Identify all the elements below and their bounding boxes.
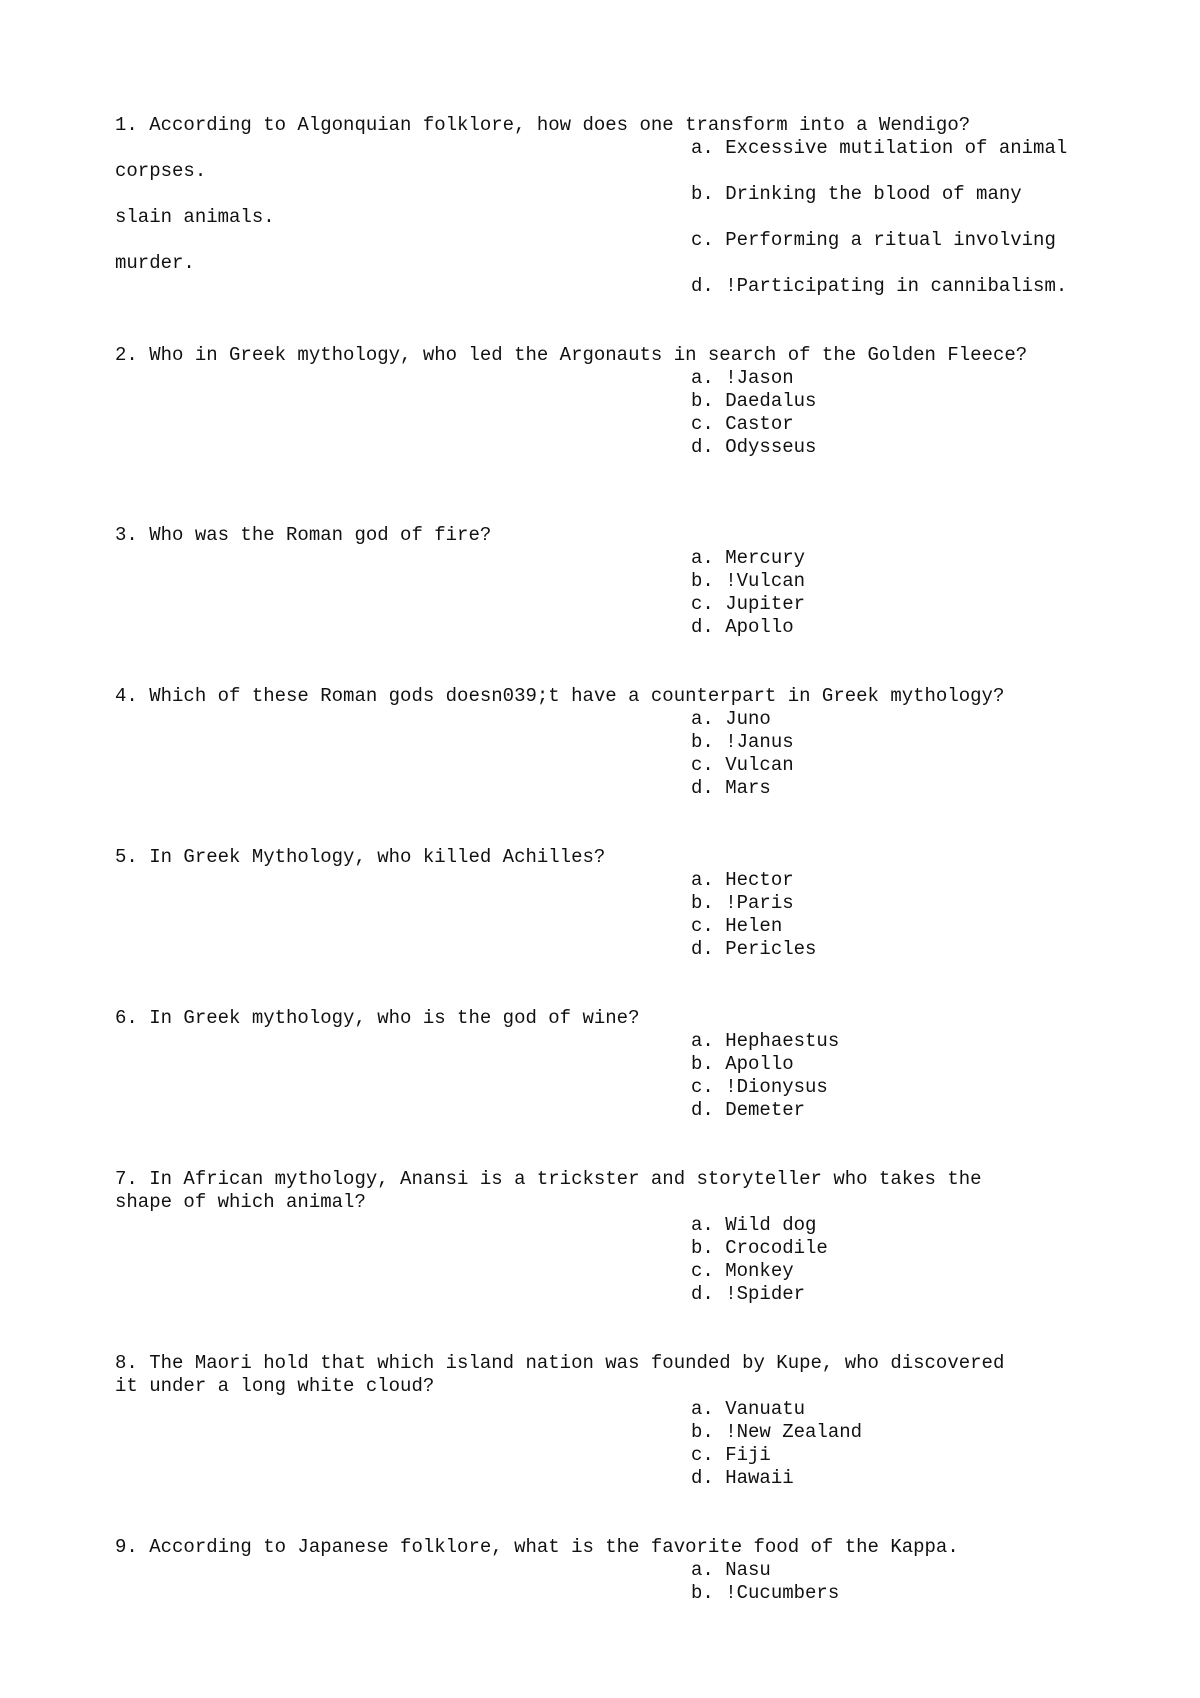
answer-option: b. !Vulcan <box>691 570 806 592</box>
answer-option: a. Vanuatu <box>691 1398 806 1420</box>
answer-option: c. Performing a ritual involving <box>691 229 1056 251</box>
question-text: 1. According to Algonquian folklore, how does one transform into a Wendigo? <box>115 114 971 136</box>
question-text: 7. In African mythology, Anansi is a trickster and storyteller who takes the <box>115 1168 982 1190</box>
answer-option: c. Jupiter <box>691 593 806 615</box>
answer-option: b. Daedalus <box>691 390 817 412</box>
answer-option-continuation: murder. <box>115 252 195 274</box>
question-text: 8. The Maori hold that which island nation was founded by Kupe, who discovered <box>115 1352 1005 1374</box>
answer-option: a. Hephaestus <box>691 1030 840 1052</box>
question-text: 4. Which of these Roman gods doesn039;t have a counterpart in Greek mythology? <box>115 685 1005 707</box>
answer-option-continuation: slain animals. <box>115 206 275 228</box>
question-text: shape of which animal? <box>115 1191 366 1213</box>
answer-option: c. Helen <box>691 915 783 937</box>
answer-option: c. Castor <box>691 413 794 435</box>
answer-option: d. Pericles <box>691 938 817 960</box>
answer-option: b. !Cucumbers <box>691 1582 840 1604</box>
answer-option: a. Wild dog <box>691 1214 817 1236</box>
question-text: 5. In Greek Mythology, who killed Achilles? <box>115 846 606 868</box>
answer-option: b. !Paris <box>691 892 794 914</box>
answer-option: c. Monkey <box>691 1260 794 1282</box>
answer-option: a. Excessive mutilation of animal <box>691 137 1068 159</box>
answer-option: b. Crocodile <box>691 1237 828 1259</box>
answer-option: d. Mars <box>691 777 771 799</box>
answer-option-continuation: corpses. <box>115 160 207 182</box>
answer-option: d. Apollo <box>691 616 794 638</box>
answer-option: d. Hawaii <box>691 1467 794 1489</box>
answer-option: d. Demeter <box>691 1099 806 1121</box>
answer-option: a. Nasu <box>691 1559 771 1581</box>
answer-option: b. Apollo <box>691 1053 794 1075</box>
answer-option: c. Fiji <box>691 1444 771 1466</box>
question-text: it under a long white cloud? <box>115 1375 435 1397</box>
answer-option: a. Hector <box>691 869 794 891</box>
answer-option: c. !Dionysus <box>691 1076 828 1098</box>
answer-option: d. !Participating in cannibalism. <box>691 275 1068 297</box>
question-text: 2. Who in Greek mythology, who led the Argonauts in search of the Golden Fleece? <box>115 344 1028 366</box>
answer-option: b. !Janus <box>691 731 794 753</box>
answer-option: b. Drinking the blood of many <box>691 183 1022 205</box>
answer-option: a. Juno <box>691 708 771 730</box>
answer-option: a. Mercury <box>691 547 806 569</box>
question-text: 3. Who was the Roman god of fire? <box>115 524 492 546</box>
answer-option: c. Vulcan <box>691 754 794 776</box>
answer-option: a. !Jason <box>691 367 794 389</box>
answer-option: d. !Spider <box>691 1283 806 1305</box>
answer-option: b. !New Zealand <box>691 1421 863 1443</box>
question-text: 9. According to Japanese folklore, what is the favorite food of the Kappa. <box>115 1536 959 1558</box>
answer-option: d. Odysseus <box>691 436 817 458</box>
question-text: 6. In Greek mythology, who is the god of wine? <box>115 1007 640 1029</box>
